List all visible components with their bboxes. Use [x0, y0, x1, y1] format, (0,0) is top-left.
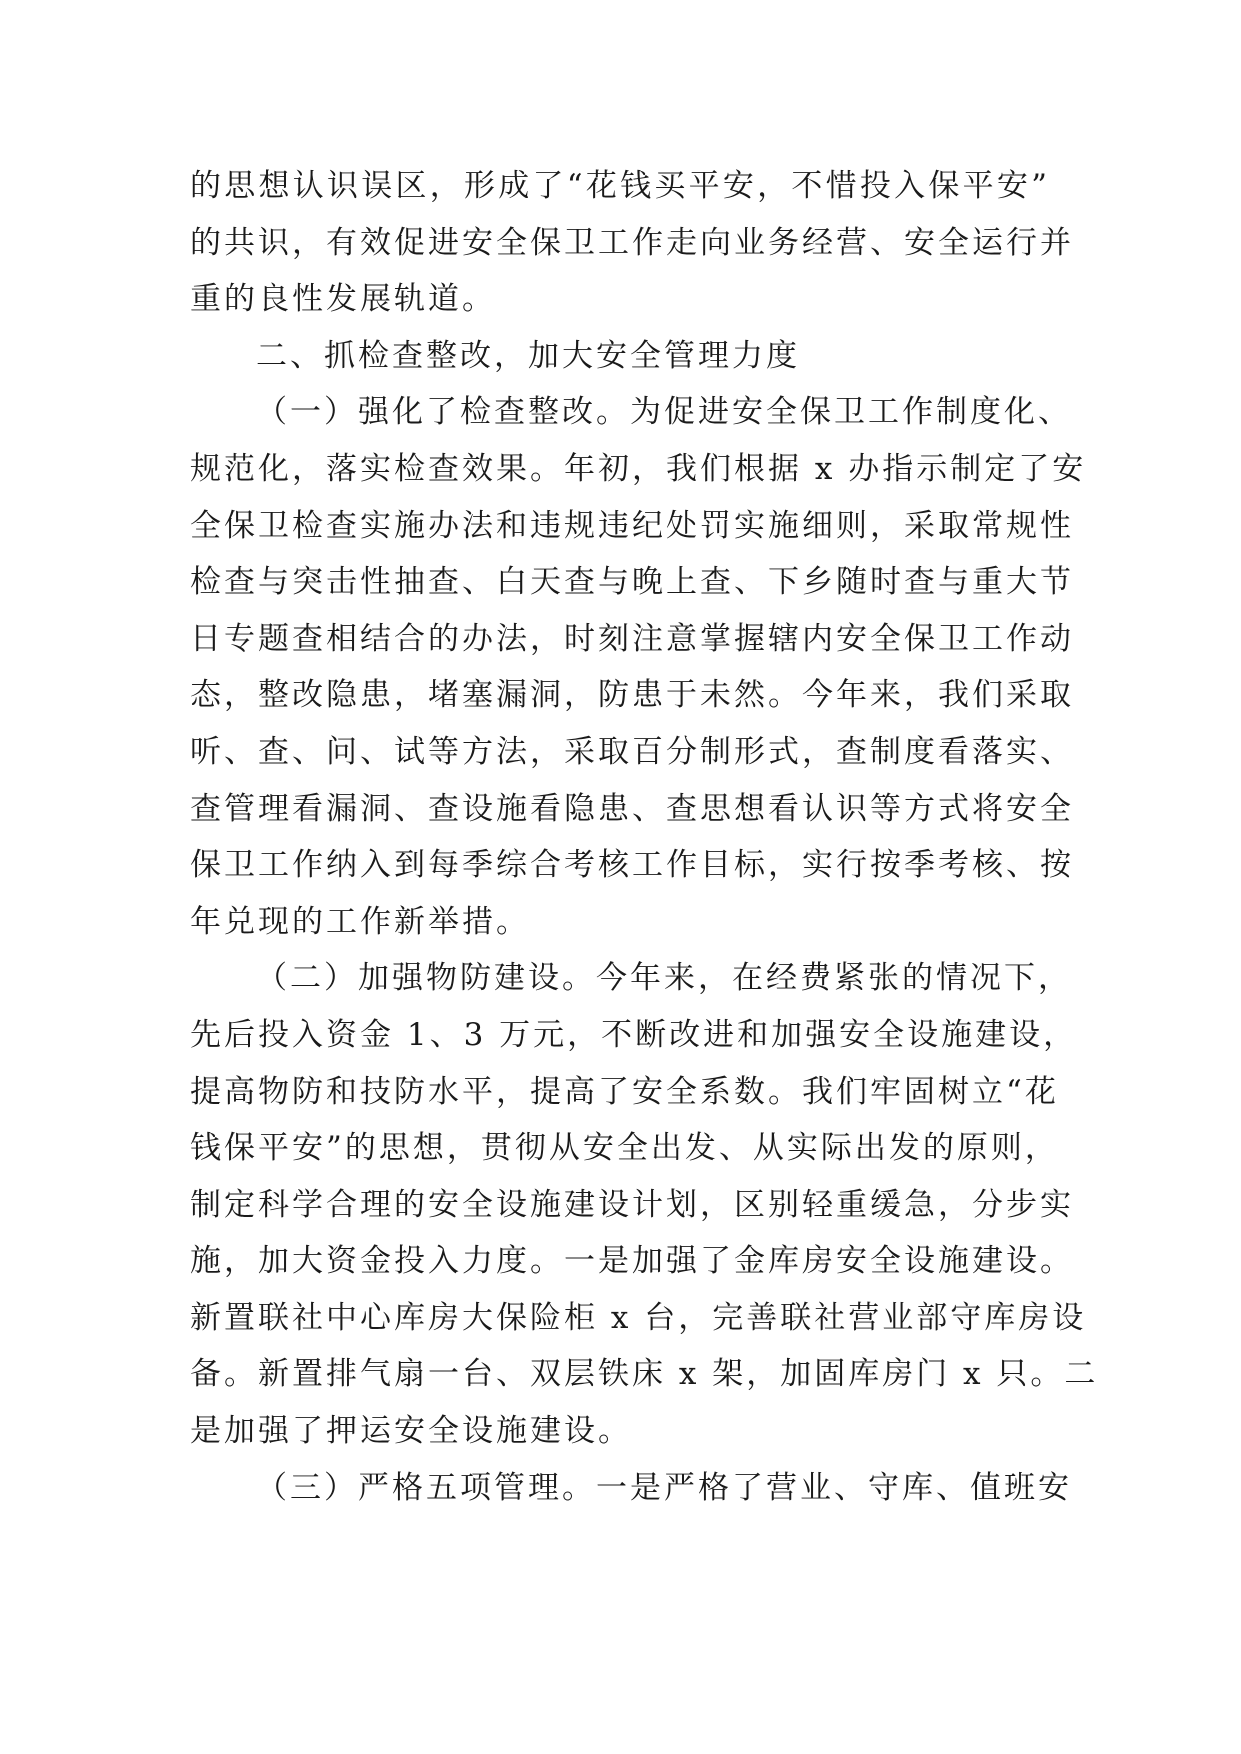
text-line: 态，整改隐患，堵塞漏洞，防患于未然。今年来，我们采取	[190, 677, 1074, 714]
text-line: 重的良性发展轨道。	[190, 281, 496, 318]
text-line: 检查与突击性抽查、白天查与晚上查、下乡随时查与重大节	[190, 564, 1074, 601]
text-line: 备。新置排气扇一台、双层铁床 x 架，加固库房门 x 只。二	[190, 1356, 1099, 1393]
text-line: 二、抓检查整改，加大安全管理力度	[256, 337, 800, 374]
text-line: 年兑现的工作新举措。	[190, 903, 530, 940]
text-line: 新置联社中心库房大保险柜 x 台，完善联社营业部守库房设	[190, 1299, 1087, 1336]
text-line: 提高物防和技防水平，提高了安全系数。我们牢固树立“花	[190, 1073, 1059, 1110]
text-line: 日专题查相结合的办法，时刻注意掌握辖内安全保卫工作动	[190, 620, 1074, 657]
text-line: 查管理看漏洞、查设施看隐患、查思想看认识等方式将安全	[190, 790, 1074, 827]
text-line: （三）严格五项管理。一是严格了营业、守库、值班安	[256, 1469, 1072, 1506]
text-line: 听、查、问、试等方法，采取百分制形式，查制度看落实、	[190, 733, 1074, 770]
document-body	[190, 158, 1099, 1516]
text-line: 是加强了押运安全设施建设。	[190, 1413, 632, 1450]
text-line: 先后投入资金 1、3 万元，不断改进和加强安全设施建设，	[190, 1016, 1078, 1053]
text-line: 全保卫检查实施办法和违规违纪处罚实施细则，采取常规性	[190, 507, 1074, 544]
text-line: 的共识，有效促进安全保卫工作走向业务经营、安全运行并	[190, 224, 1074, 261]
text-line: 保卫工作纳入到每季综合考核工作目标，实行按季考核、按	[190, 847, 1074, 884]
text-line: 钱保平安”的思想，贯彻从安全出发、从实际出发的原则，	[190, 1130, 1059, 1167]
text-line: 规范化，落实检查效果。年初，我们根据 x 办指示制定了安	[190, 450, 1087, 487]
text-line: 制定科学合理的安全设施建设计划，区别轻重缓急，分步实	[190, 1186, 1074, 1223]
text-line: 施，加大资金投入力度。一是加强了金库房安全设施建设。	[190, 1243, 1074, 1280]
text-line: （一）强化了检查整改。为促进安全保卫工作制度化、	[256, 394, 1072, 431]
text-line: （二）加强物防建设。今年来，在经费紧张的情况下，	[256, 960, 1072, 997]
text-line: 的思想认识误区，形成了“花钱买平安，不惜投入保平安”	[190, 168, 1050, 204]
